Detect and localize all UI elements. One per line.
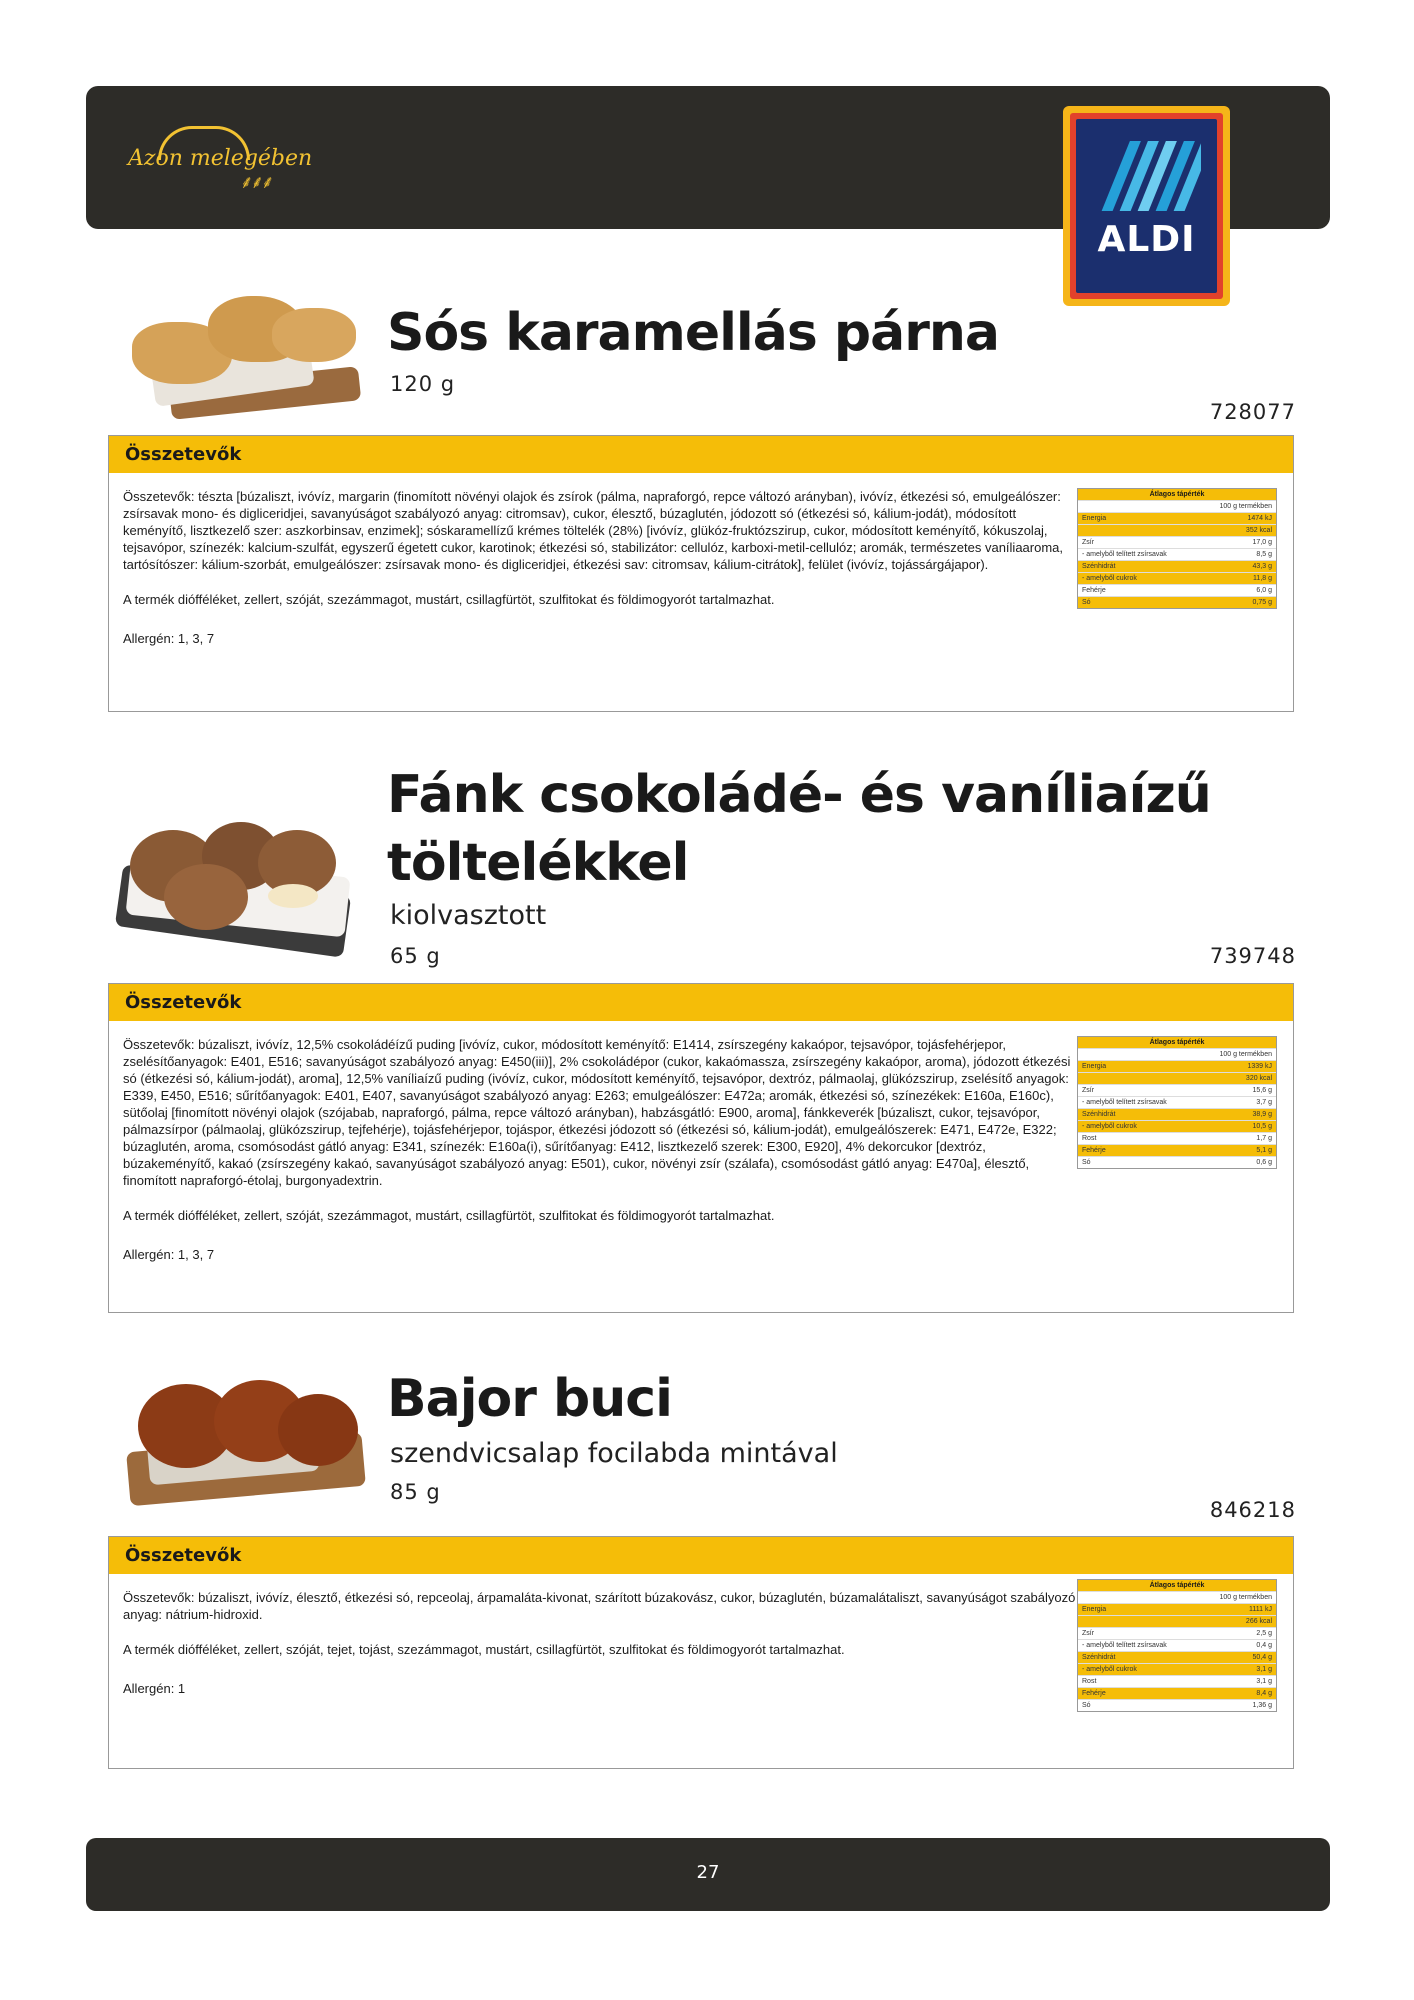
nutrition-row	[1078, 548, 1276, 560]
product-code: 846218	[1209, 1498, 1296, 1522]
nutrition-value: 1111 kJ	[1249, 1606, 1272, 1613]
nutrition-value: 3,1 g	[1256, 1666, 1272, 1673]
nutrition-row	[1078, 512, 1276, 524]
ingredients-box	[108, 1536, 1294, 1769]
may-contain-text: A termék diófféléket, zellert, szóját, tejet, tojást, szezámmagot, mustárt, csillagfürtöt, szulfitokat és földimogyorót tartalmazhat.	[123, 1642, 845, 1657]
product-code: 739748	[1209, 944, 1296, 968]
nutrition-value: 11,8 g	[1253, 575, 1272, 582]
nutrition-row	[1078, 1699, 1276, 1711]
ingredients-text: Összetevők: búzaliszt, ivóvíz, élesztő, étkezési só, repceolaj, árpamaláta-kivonat, szárított búzakovász, cukor, búzaglutén, búzamalátaliszt, savanyúságot szabályozó anyag: nátrium-hidroxid.	[123, 1590, 1076, 1622]
nutrition-label: - amelyből telített zsírsavak	[1082, 1642, 1167, 1649]
ingredients-box	[108, 983, 1294, 1313]
nutrition-row	[1078, 572, 1276, 584]
ingredients-heading: Összetevők	[109, 1537, 1293, 1574]
nutrition-label: Só	[1082, 599, 1091, 606]
nutrition-label: Energia	[1082, 1063, 1107, 1070]
nutrition-label: - amelyből cukrok	[1082, 575, 1137, 582]
product-title: Sós karamellás párna	[387, 303, 999, 363]
nutrition-title: Átlagos tápérték	[1078, 1580, 1276, 1591]
nutrition-value: 50,4 g	[1252, 1654, 1272, 1661]
product-title-line2: töltelékkel	[387, 833, 689, 893]
ingredients-heading: Összetevők	[109, 984, 1293, 1021]
nutrition-label: Energia	[1082, 515, 1107, 522]
product-photo-donuts	[108, 820, 368, 955]
aldi-logo	[1063, 106, 1230, 306]
nutrition-value: 3,1 g	[1256, 1678, 1272, 1685]
allergen-text: Allergén: 1, 3, 7	[123, 1247, 215, 1262]
nutrition-label: Zsír	[1082, 539, 1095, 546]
logo-stripes-icon	[1092, 141, 1201, 211]
nutrition-value: 5,1 g	[1256, 1147, 1272, 1154]
product-subtitle: kiolvasztott	[390, 900, 547, 931]
nutrition-column-header: 100 g termékben	[1078, 1591, 1276, 1603]
nutrition-value: 1,36 g	[1252, 1702, 1272, 1709]
may-contain-text: A termék diófféléket, zellert, szóját, szezámmagot, mustárt, csillagfürtöt, szulfitokat és földimogyorót tartalmazhat.	[123, 1208, 775, 1223]
nutrition-label: Szénhidrát	[1082, 1654, 1116, 1661]
brand-tagline: Azon melegében	[128, 146, 313, 171]
nutrition-title: Átlagos tápérték	[1078, 489, 1276, 500]
nutrition-row	[1078, 1639, 1276, 1651]
page-number: 27	[696, 1862, 720, 1883]
nutrition-title: Átlagos tápérték	[1078, 1037, 1276, 1048]
nutrition-value: 266 kcal	[1245, 1618, 1272, 1625]
nutrition-table	[1077, 1579, 1277, 1712]
nutrition-label: Zsír	[1082, 1087, 1095, 1094]
nutrition-value: 0,6 g	[1256, 1159, 1272, 1166]
product-photo-buns	[118, 1380, 374, 1510]
ingredients-heading: Összetevők	[109, 436, 1293, 473]
ingredients-text: Összetevők: búzaliszt, ivóvíz, 12,5% csokoládéízű puding [ivóvíz, cukor, módosított keményítő: E1414, zsírszegény kakaópor, tejsavópor, tojásfehérjepor, zselésítőanyagok: E401, E516; savanyúságot szabályozó anyag: E450(iii)], 2% csokoládépor (cukor, kakaómassza, zsírszegény kakaópor, aroma), jódozott étkezési só (étkezési só, kálium-jodát), aroma], 12,5% vaníliaízű puding (ivóvíz, cukor, módosított keményítő, tejsavópor, dextróz, pálmaolaj, glükózszirup, zselésítő anyagok: E339, E450, E516; sűrítőanyagok: E401, E407, savanyúságot szabályozó anyag: E263; emulgeálószer: E472a; aromák, étkezési só, színezékek: E160a, E160c), sütőolaj [finomított növényi olajok (szójabab, napraforgó, pálma, repce változó arányban), habzásgátló: E900, aroma], fánkkeverék [búzaliszt, cukor, tejsavópor, pálmazsírpor (pálmaolaj, glükózszirup, tejfehérje), tojásfehérjepor, tojáspor, étkezési jódozott só (étkezési só, kálium-jodát), emulgeálószerek: E471, E472e, E322; búzaglutén, aroma, csomósodást gátló anyag: E341, színezék: E160a(i), sűrítőanyag: E412, lisztkezelő szerek: E300, E920], 4% dekorcukor [dextróz, búzakeményítő, kakaó (zsírszegény kakaó, savanyúságot szabályozó anyag: E501), cukor, növényi zsír (szálafa), csomósodást gátló anyag: E470a], élesztő, finomított napraforgó-étolaj, burgonyadextrin.	[123, 1037, 1071, 1188]
product-title: Bajor buci	[387, 1369, 672, 1429]
nutrition-label: Só	[1082, 1702, 1091, 1709]
nutrition-row	[1078, 1144, 1276, 1156]
nutrition-value: 38,9 g	[1252, 1111, 1272, 1118]
nutrition-row	[1078, 1060, 1276, 1072]
nutrition-row	[1078, 584, 1276, 596]
may-contain-text: A termék diófféléket, zellert, szóját, szezámmagot, mustárt, csillagfürtöt, szulfitokat és földimogyorót tartalmazhat.	[123, 592, 775, 607]
nutrition-label: Rost	[1082, 1135, 1097, 1142]
nutrition-value: 10,5 g	[1252, 1123, 1272, 1130]
nutrition-row	[1078, 524, 1276, 536]
nutrition-value: 1474 kJ	[1247, 515, 1272, 522]
nutrition-label: Rost	[1082, 1678, 1097, 1685]
nutrition-value: 17,0 g	[1252, 539, 1272, 546]
nutrition-label: - amelyből cukrok	[1082, 1666, 1137, 1673]
nutrition-value: 352 kcal	[1245, 527, 1272, 534]
ingredients-box	[108, 435, 1294, 712]
nutrition-row	[1078, 1156, 1276, 1168]
nutrition-table	[1077, 488, 1277, 609]
nutrition-value: 43,3 g	[1252, 563, 1272, 570]
nutrition-row	[1078, 1615, 1276, 1627]
nutrition-value: 1,7 g	[1256, 1135, 1272, 1142]
nutrition-value: 3,7 g	[1256, 1099, 1272, 1106]
footer-bar	[86, 1838, 1330, 1911]
nutrition-value: 8,5 g	[1256, 551, 1272, 558]
allergen-text: Allergén: 1, 3, 7	[123, 631, 215, 646]
nutrition-value: 1339 kJ	[1247, 1063, 1272, 1070]
product-weight: 65 g	[390, 944, 441, 968]
wheat-icon: ⸙⸙⸙	[240, 172, 272, 193]
nutrition-label: Fehérje	[1082, 1147, 1106, 1154]
nutrition-label: Szénhidrát	[1082, 563, 1116, 570]
nutrition-row	[1078, 1120, 1276, 1132]
nutrition-column-header: 100 g termékben	[1078, 1048, 1276, 1060]
product-subtitle: szendvicsalap focilabda mintával	[390, 1438, 838, 1469]
product-photo-pastry	[122, 286, 372, 426]
nutrition-row	[1078, 1084, 1276, 1096]
nutrition-row	[1078, 560, 1276, 572]
ingredients-text: Összetevők: tészta [búzaliszt, ivóvíz, margarin (finomított növényi olajok és zsírok (pálma, napraforgó, repce változó arányban), ivóvíz, étkezési só, emulgeálószer: zsírsavak mono- és digliceridjei, savanyúságot szabályozó anyag: citromsav), cukor, élesztő, búzaglutén, jódozott só (étkezési só, kálium-jodát), módosított keményítő, lisztkezelő szer: aszkorbinsav, enzimek]; sóskaramellízű krémes töltelék (28%) [ivóvíz, glükóz-fruktózszirup, cukor, módosított keményítő, kókuszolaj, tejsavópor, színezék: kalcium-szulfát, egyszerű égetett cukor, karotinok; étkezési só, stabilizátor: cellulóz, karboxi-metil-cellulóz; aromák, természetes vaníliaaroma, tartósítószer: kálium-szorbát, emulgeálószer: zsírsavak mono- és digliceridjei, étkezési sav: citromsav, kálium-citrátok], felület (ivóvíz, tojássárgájapor).	[123, 489, 1064, 572]
nutrition-row	[1078, 1132, 1276, 1144]
nutrition-row	[1078, 1627, 1276, 1639]
nutrition-label: Fehérje	[1082, 1690, 1106, 1697]
product-weight: 85 g	[390, 1480, 441, 1504]
nutrition-value: 15,6 g	[1252, 1087, 1272, 1094]
nutrition-value: 6,0 g	[1256, 587, 1272, 594]
logo-text: ALDI	[1097, 219, 1196, 260]
product-title-line1: Fánk csokoládé- és vaníliaízű	[387, 765, 1211, 825]
nutrition-row	[1078, 536, 1276, 548]
nutrition-label: Szénhidrát	[1082, 1111, 1116, 1118]
product-weight: 120 g	[390, 372, 456, 396]
nutrition-row	[1078, 1108, 1276, 1120]
nutrition-label: Zsír	[1082, 1630, 1095, 1637]
nutrition-table	[1077, 1036, 1277, 1169]
nutrition-row	[1078, 596, 1276, 608]
nutrition-row	[1078, 1675, 1276, 1687]
nutrition-label: - amelyből telített zsírsavak	[1082, 551, 1167, 558]
nutrition-label: - amelyből cukrok	[1082, 1123, 1137, 1130]
nutrition-row	[1078, 1096, 1276, 1108]
nutrition-label: Só	[1082, 1159, 1091, 1166]
nutrition-row	[1078, 1651, 1276, 1663]
nutrition-label: Energia	[1082, 1606, 1107, 1613]
nutrition-row	[1078, 1072, 1276, 1084]
nutrition-row	[1078, 1687, 1276, 1699]
nutrition-value: 0,75 g	[1252, 599, 1272, 606]
nutrition-value: 0,4 g	[1256, 1642, 1272, 1649]
nutrition-value: 8,4 g	[1256, 1690, 1272, 1697]
nutrition-column-header: 100 g termékben	[1078, 500, 1276, 512]
nutrition-row	[1078, 1663, 1276, 1675]
nutrition-label: Fehérje	[1082, 587, 1106, 594]
nutrition-value: 320 kcal	[1245, 1075, 1272, 1082]
nutrition-label: - amelyből telített zsírsavak	[1082, 1099, 1167, 1106]
nutrition-value: 2,5 g	[1256, 1630, 1272, 1637]
allergen-text: Allergén: 1	[123, 1681, 186, 1696]
nutrition-row	[1078, 1603, 1276, 1615]
product-code: 728077	[1209, 400, 1296, 424]
